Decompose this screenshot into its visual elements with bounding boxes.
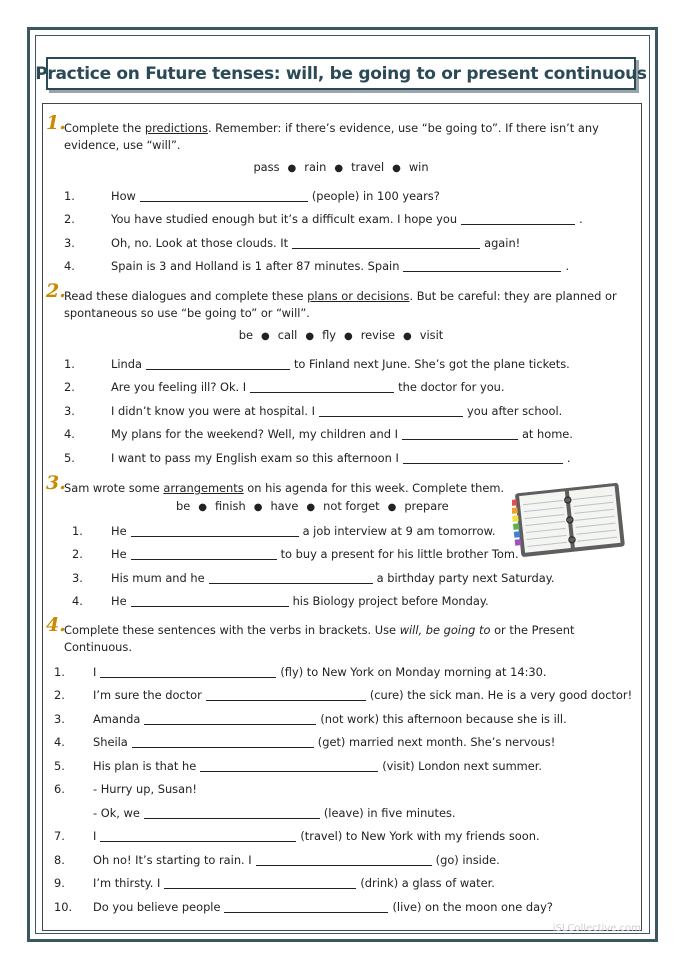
exercise-item: 2. Are you feeling ill? Ok. I the doctor for you. <box>64 380 505 395</box>
exercise-item: 1. He a job interview at 9 am tomorrow. <box>72 523 496 538</box>
word-bank: be ● finish ● have ● not forget ● prepare <box>176 499 449 513</box>
exercise-item: 2. I’m sure the doctor (cure) the sick man. He is a very good doctor! <box>54 688 633 703</box>
exercise-item: 8. Oh no! It’s starting to rain. I (go) inside. <box>54 852 500 867</box>
exercise-item: 3. Oh, no. Look at those clouds. It again! <box>64 235 521 250</box>
answer-blank[interactable] <box>131 548 277 560</box>
exercise-item: 7. I (travel) to New York with my friends soon. <box>54 829 540 844</box>
section-3-instruction: 3. Sam wrote some arrangements on his agenda for this week. Complete them. <box>46 472 505 495</box>
answer-blank[interactable] <box>164 877 356 889</box>
answer-blank[interactable] <box>200 760 378 772</box>
section-4 <box>46 614 636 919</box>
section-2-instruction: 2. Read these dialogues and complete these plans or decisions. But be careful: they are planned or spontaneous so use “be going to” or “will”. <box>46 280 617 320</box>
answer-blank[interactable] <box>461 213 575 225</box>
exercise-item: 3. Amanda (not work) this afternoon because she is ill. <box>54 711 567 726</box>
answer-blank[interactable] <box>206 689 366 701</box>
word-bank-item: win <box>408 160 429 174</box>
exercise-item: 4. Sheila (get) married next month. She’s nervous! <box>54 735 556 750</box>
section-number: 2. <box>46 280 66 302</box>
section-1-instruction: 1. Complete the predictions. Remember: if there’s evidence, use “be going to”. If there isn’t any evidence, use “will”. <box>46 112 599 152</box>
word-bank-item: have <box>270 499 299 513</box>
exercise-item: 9. I’m thirsty. I (drink) a glass of water. <box>54 876 495 891</box>
answer-blank[interactable] <box>224 901 388 913</box>
answer-blank[interactable] <box>131 525 299 537</box>
keyword: will, be going to <box>399 623 491 637</box>
exercise-item: 3. I didn’t know you were at hospital. I you after school. <box>64 403 563 418</box>
watermark: iSLCollective.com <box>552 923 641 934</box>
word-bank: be ● call ● fly ● revise ● visit <box>238 328 444 342</box>
word-bank-item: not forget <box>323 499 380 513</box>
answer-blank[interactable] <box>131 595 289 607</box>
exercise-item: 4. My plans for the weekend? Well, my children and I at home. <box>64 427 573 442</box>
answer-blank[interactable] <box>132 736 314 748</box>
answer-blank[interactable] <box>100 830 296 842</box>
word-bank-item: rain <box>304 160 327 174</box>
answer-blank[interactable] <box>403 260 561 272</box>
section-number: 3. <box>46 472 66 494</box>
answer-blank[interactable] <box>319 405 463 417</box>
section-number: 4. <box>46 614 66 636</box>
exercise-item: 10. Do you believe people (live) on the moon one day? <box>54 899 553 914</box>
word-bank-item: fly <box>322 328 336 342</box>
word-bank-item: call <box>277 328 298 342</box>
title-box <box>35 57 647 90</box>
keyword: predictions <box>144 121 208 135</box>
exercise-item: 1. How (people) in 100 years? <box>64 188 440 203</box>
word-bank-item: revise <box>360 328 396 342</box>
answer-blank[interactable] <box>144 713 316 725</box>
exercise-item: 1. I (fly) to New York on Monday morning at 14:30. <box>54 664 547 679</box>
section-2 <box>46 280 636 470</box>
word-bank-item: be <box>238 328 254 342</box>
exercise-item: 1. Linda to Finland next June. She’s got the plane tickets. <box>64 356 570 371</box>
exercise-item: 4. Spain is 3 and Holland is 1 after 87 minutes. Spain . <box>64 259 570 274</box>
word-bank: pass ● rain ● travel ● win <box>253 160 429 174</box>
exercise-item: 5. His plan is that he (visit) London next summer. <box>54 758 543 773</box>
answer-blank[interactable] <box>100 666 276 678</box>
answer-blank[interactable] <box>140 190 308 202</box>
keyword: arrangements <box>163 481 244 495</box>
answer-blank[interactable] <box>250 381 394 393</box>
answer-blank[interactable] <box>146 358 290 370</box>
section-4-instruction: 4. Complete these sentences with the verbs in brackets. Use will, be going to or the Present Continuous. <box>46 614 575 654</box>
exercise-item: 5. I want to pass my English exam so this afternoon I . <box>64 450 571 465</box>
word-bank-item: visit <box>419 328 444 342</box>
planner-icon <box>512 482 627 560</box>
word-bank-item: prepare <box>404 499 449 513</box>
exercise-item: 6. - Hurry up, Susan! <box>54 782 197 797</box>
answer-blank[interactable] <box>292 237 480 249</box>
answer-blank[interactable] <box>402 428 518 440</box>
section-1 <box>46 112 636 278</box>
word-bank-item: pass <box>253 160 280 174</box>
keyword: plans or decisions <box>307 289 410 303</box>
exercise-item: 2. You have studied enough but it’s a difficult exam. I hope you . <box>64 212 583 227</box>
exercise-item: 4. He his Biology project before Monday. <box>72 594 489 609</box>
word-bank-item: travel <box>351 160 385 174</box>
answer-blank[interactable] <box>403 452 563 464</box>
word-bank-item: finish <box>214 499 246 513</box>
exercise-item: - Ok, we (leave) in five minutes. <box>93 805 456 820</box>
section-number: 1. <box>46 112 66 134</box>
exercise-item: 3. His mum and he a birthday party next Saturday. <box>72 570 555 585</box>
answer-blank[interactable] <box>256 854 432 866</box>
word-bank-item: be <box>176 499 191 513</box>
worksheet-title: Practice on Future tenses: will, be going to or present continuous <box>35 63 647 84</box>
exercise-item: 2. He to buy a present for his little brother Tom. <box>72 547 519 562</box>
answer-blank[interactable] <box>144 807 320 819</box>
answer-blank[interactable] <box>209 572 373 584</box>
